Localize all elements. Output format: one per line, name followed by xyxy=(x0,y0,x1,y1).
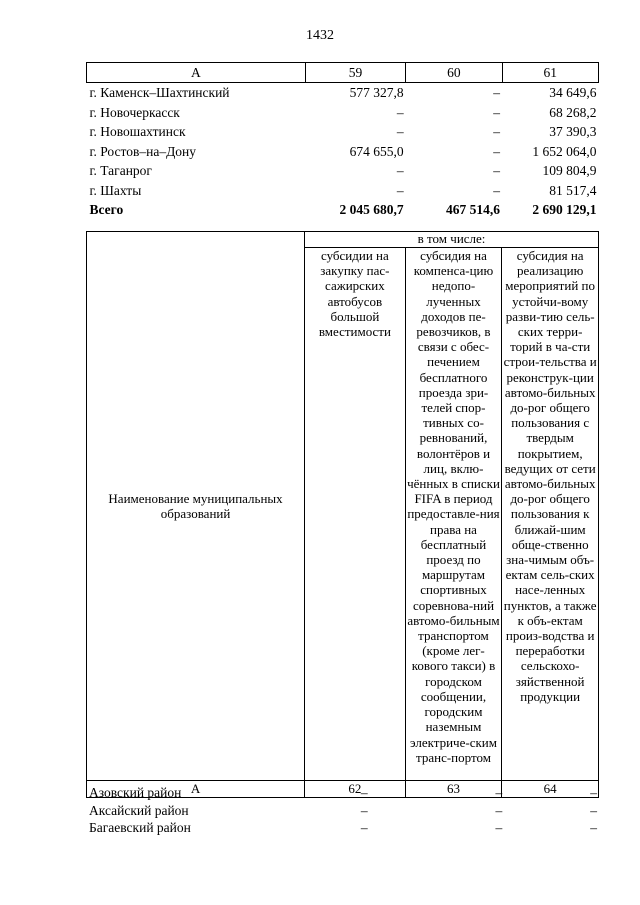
cell: 81 517,4 xyxy=(549,182,597,198)
cell: – xyxy=(493,124,501,140)
table-row xyxy=(87,103,599,123)
cell: – xyxy=(495,802,503,818)
row-label: г. Каменск–Шахтинский xyxy=(89,85,230,101)
cell: – xyxy=(590,820,597,836)
cell: 2 690 129,1 xyxy=(532,202,597,218)
column-header-63: субсидия на компенса-цию недопо-лученных доходов пе-ревозчиков, в связи с обес-печением бесплатного проезда зри-телей спор-тивных со-ревнований, волонтёров и лиц, вклю-чённых в списки FIFA в период предоставле-ния права на бесплатный проезд по маршрутам спортивных соревнова-ний автомо-бильным транспортом (кроме лег-кового такси) в городском сообщении, городским наземным электриче-ским транс-портом xyxy=(405,248,502,781)
district-table xyxy=(86,784,599,837)
cell: – xyxy=(493,104,501,120)
cell: – xyxy=(493,182,501,198)
cell: 37 390,3 xyxy=(549,124,597,140)
cell: – xyxy=(396,104,404,120)
page-number: 1432 xyxy=(306,28,334,43)
cell: 674 655,0 xyxy=(349,143,404,159)
table-row xyxy=(86,784,599,802)
cell: 1 652 064,0 xyxy=(532,143,597,159)
cell: – xyxy=(590,802,597,818)
table-row xyxy=(87,142,599,162)
cell: 34 649,6 xyxy=(549,85,597,101)
column-index: 62 xyxy=(305,781,406,798)
row-label: Аксайский район xyxy=(89,802,189,818)
table-row xyxy=(87,161,599,181)
municipal-totals-table xyxy=(86,62,599,220)
cell: – xyxy=(590,785,597,801)
row-label: г. Ростов–на–Дону xyxy=(89,143,197,159)
table-row xyxy=(87,83,599,103)
cell: – xyxy=(493,163,501,179)
cell: – xyxy=(360,820,368,836)
municipality-name-header: Наименование муниципальных образований xyxy=(87,232,305,781)
row-label: г. Новочеркасск xyxy=(89,104,180,120)
column-header-64: субсидия на реализацию мероприятий по устойчи-вому разви-тию сель-ских терри-торий в ча-сти строи-тельства и реконструк-ции автомо-бильных до-рог общего пользования с твердым покрытием, ведущих от сети автомо-бильных до-рог общего пользования к ближай-шим обще-ственно зна-чимым объ-ектам сель-ских насе-ленных пунктов, а также к объ-ектам произ-водства и переработки сельскохо-зяйственной продукции xyxy=(502,248,599,781)
cell: 2 045 680,7 xyxy=(339,202,404,218)
row-label: Азовский район xyxy=(89,785,182,801)
cell: 467 514,6 xyxy=(446,202,501,218)
group-header: в том числе: xyxy=(305,232,599,248)
column-index: А xyxy=(87,781,305,798)
header-row xyxy=(87,232,599,248)
cell: 109 804,9 xyxy=(542,163,597,179)
column-header: 61 xyxy=(502,63,598,83)
subsidy-header-table xyxy=(86,231,599,798)
cell: – xyxy=(396,124,404,140)
cell: – xyxy=(360,785,368,801)
cell: – xyxy=(396,182,404,198)
table-row xyxy=(87,122,599,142)
row-label: Всего xyxy=(89,202,124,218)
column-header: А xyxy=(87,63,306,83)
table-header-row xyxy=(87,63,599,83)
cell: – xyxy=(495,785,503,801)
table-row xyxy=(86,819,599,837)
cell: – xyxy=(495,820,503,836)
cell: – xyxy=(493,143,501,159)
column-header-62: субсидии на закупку пас-сажирских автобусов большой вместимости xyxy=(305,248,406,781)
cell: – xyxy=(493,85,501,101)
row-label: г. Шахты xyxy=(89,182,142,198)
row-label: г. Новошахтинск xyxy=(89,124,186,140)
column-index: 64 xyxy=(502,781,599,798)
cell: 68 268,2 xyxy=(549,104,597,120)
cell: – xyxy=(396,163,404,179)
total-row xyxy=(87,200,599,220)
cell: 577 327,8 xyxy=(349,85,404,101)
row-label: г. Таганрог xyxy=(89,163,152,179)
table-row xyxy=(87,181,599,201)
table-row xyxy=(86,802,599,820)
column-index: 63 xyxy=(405,781,502,798)
column-header: 59 xyxy=(305,63,405,83)
cell: – xyxy=(360,802,368,818)
column-header: 60 xyxy=(406,63,502,83)
row-label: Багаевский район xyxy=(89,820,191,836)
